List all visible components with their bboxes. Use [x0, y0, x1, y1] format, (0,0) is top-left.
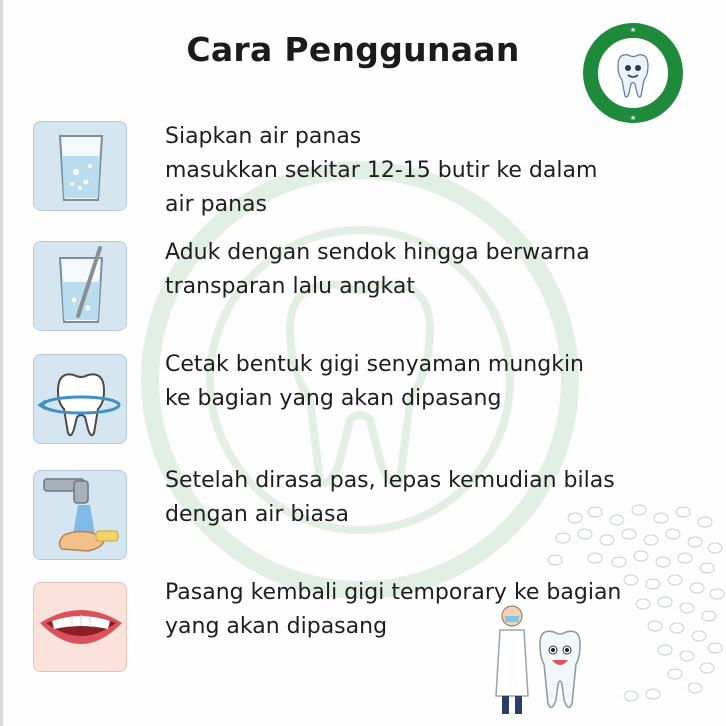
left-border: [0, 0, 3, 726]
step-1-glass-water-icon: [33, 121, 127, 211]
dentist-tooth-characters-icon: [488, 600, 598, 720]
step-4-text: Setelah dirasa pas, lepas kemudian bilas dengan air biasa: [165, 468, 615, 527]
step-5-text: Pasang kembali gigi temporary ke bagian yang akan dipasang: [165, 580, 622, 639]
step-5-smile-teeth-icon: [33, 582, 127, 672]
distributor-logo-icon: [580, 20, 686, 126]
step-2-glass-spoon-icon: [33, 241, 127, 331]
page-title: Cara Penggunaan: [186, 30, 520, 69]
step-1-text: Siapkan air panas masukkan sekitar 12-15 butir ke dalam air panas: [165, 124, 598, 217]
step-3-tooth-mold-icon: [33, 354, 127, 444]
step-3-text: Cetak bentuk gigi senyaman mungkin ke bagian yang akan dipasang: [165, 352, 584, 411]
step-4-faucet-rinse-icon: [33, 470, 127, 560]
svg-text:★: ★: [629, 114, 637, 122]
svg-text:★: ★: [629, 26, 637, 34]
step-2-text: Aduk dengan sendok hingga berwarna transparan lalu angkat: [165, 240, 590, 299]
